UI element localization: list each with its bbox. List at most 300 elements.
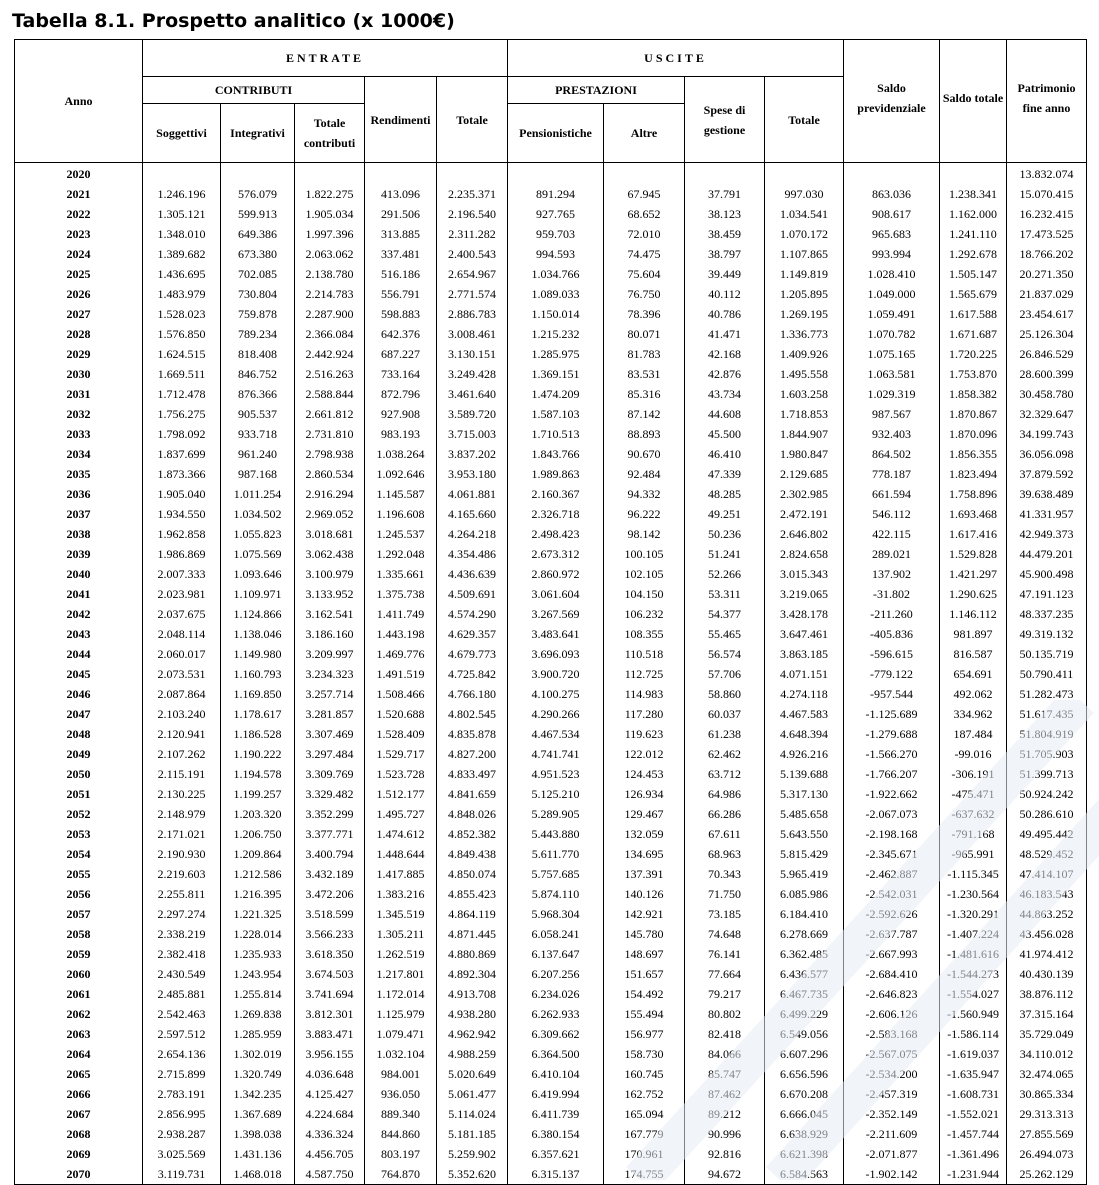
value-cell: 108.355 [604,624,685,644]
value-cell: -1.552.021 [940,1104,1007,1124]
header-uscite: USCITE [508,40,844,77]
value-cell: 3.162.541 [295,604,365,624]
value-cell: 4.766.180 [437,684,508,704]
prospetto-table [14,39,1087,1185]
table-row [15,464,1087,484]
value-cell: 4.855.423 [437,884,508,904]
value-cell: -2.534.200 [844,1064,940,1084]
value-cell: 38.797 [685,244,765,264]
value-cell: 2.338.219 [143,924,221,944]
value-cell: 36.056.098 [1007,444,1087,464]
value-cell: 3.518.599 [295,904,365,924]
year-cell: 2053 [15,824,143,844]
value-cell: 5.965.419 [765,864,844,884]
value-cell: 4.574.290 [437,604,508,624]
value-cell: 68.652 [604,204,685,224]
value-cell: 48.285 [685,484,765,504]
value-cell: 110.518 [604,644,685,664]
table-row [15,764,1087,784]
value-cell: 75.604 [604,264,685,284]
year-cell: 2041 [15,584,143,604]
value-cell: 167.779 [604,1124,685,1144]
value-cell: 49.251 [685,504,765,524]
value-cell: 45.500 [685,424,765,444]
value-cell: 759.878 [221,304,295,324]
header-spese-gestione: Spese di gestione [685,77,765,163]
value-cell: 3.472.206 [295,884,365,904]
value-cell: 2.214.783 [295,284,365,304]
value-cell: 1.034.766 [508,264,604,284]
value-cell: 3.018.681 [295,524,365,544]
value-cell: 1.669.511 [143,364,221,384]
year-cell: 2057 [15,904,143,924]
value-cell: 54.377 [685,604,765,624]
value-cell: 1.285.959 [221,1024,295,1044]
value-cell: 50.790.411 [1007,664,1087,684]
value-cell: 3.674.503 [295,964,365,984]
value-cell: 1.512.177 [365,784,437,804]
value-cell: -1.481.616 [940,944,1007,964]
value-cell: 863.036 [844,184,940,204]
value-cell: -1.544.273 [940,964,1007,984]
value-cell: -2.345.671 [844,844,940,864]
value-cell: -2.211.609 [844,1124,940,1144]
value-cell: 83.531 [604,364,685,384]
value-cell: 126.934 [604,784,685,804]
value-cell: -2.583.168 [844,1024,940,1044]
value-cell: 556.791 [365,284,437,304]
value-cell: 85.747 [685,1064,765,1084]
value-cell: -1.922.662 [844,784,940,804]
header-saldo-totale: Saldo totale [940,40,1007,163]
value-cell: 92.484 [604,464,685,484]
value-cell: 90.670 [604,444,685,464]
value-cell: 2.485.881 [143,984,221,1004]
value-cell: 4.509.691 [437,584,508,604]
value-cell: 76.141 [685,944,765,964]
table-row [15,564,1087,584]
value-cell: 160.745 [604,1064,685,1084]
value-cell: -2.462.887 [844,864,940,884]
value-cell: 516.186 [365,264,437,284]
value-cell: 104.150 [604,584,685,604]
value-cell: 492.062 [940,684,1007,704]
year-cell: 2032 [15,404,143,424]
value-cell: 3.130.151 [437,344,508,364]
value-cell: 1.411.749 [365,604,437,624]
value-cell: 1.753.870 [940,364,1007,384]
value-cell: 47.191.123 [1007,584,1087,604]
value-cell: 872.796 [365,384,437,404]
value-cell: 3.956.155 [295,1044,365,1064]
value-cell: 3.647.461 [765,624,844,644]
value-cell: 2.115.191 [143,764,221,784]
value-cell: 40.112 [685,284,765,304]
value-cell: 5.125.210 [508,784,604,804]
header-soggettivi: Soggettivi [143,104,221,163]
value-cell: 1.505.147 [940,264,1007,284]
value-cell: 764.870 [365,1164,437,1185]
value-cell: 151.657 [604,964,685,984]
value-cell: 422.115 [844,524,940,544]
value-cell: 1.186.528 [221,724,295,744]
value-cell: 1.089.033 [508,284,604,304]
value-cell: 1.336.773 [765,324,844,344]
value-cell: 1.718.853 [765,404,844,424]
year-cell: 2056 [15,884,143,904]
value-cell: 927.908 [365,404,437,424]
value-cell: 1.934.550 [143,504,221,524]
value-cell: 2.824.658 [765,544,844,564]
value-cell: 6.137.647 [508,944,604,964]
value-cell: 102.105 [604,564,685,584]
value-cell: 1.389.682 [143,244,221,264]
value-cell: 5.757.685 [508,864,604,884]
value-cell: 702.085 [221,264,295,284]
value-cell: 3.133.952 [295,584,365,604]
table-row [15,864,1087,884]
value-cell: 1.843.766 [508,444,604,464]
year-cell: 2020 [15,163,143,185]
value-cell: 5.611.770 [508,844,604,864]
value-cell: 6.656.596 [765,1064,844,1084]
value-cell: 1.190.222 [221,744,295,764]
value-cell: 2.969.052 [295,504,365,524]
value-cell: 155.494 [604,1004,685,1024]
value-cell: 46.410 [685,444,765,464]
value-cell: 81.783 [604,344,685,364]
table-row [15,284,1087,304]
value-cell: 864.502 [844,444,940,464]
value-cell: 3.483.641 [508,624,604,644]
value-cell: 1.269.838 [221,1004,295,1024]
value-cell: 4.951.523 [508,764,604,784]
value-cell: 6.184.410 [765,904,844,924]
value-cell: -2.667.993 [844,944,940,964]
value-cell: 1.348.010 [143,224,221,244]
value-cell: 1.059.491 [844,304,940,324]
value-cell: 1.398.038 [221,1124,295,1144]
value-cell: 5.114.024 [437,1104,508,1124]
value-cell: 2.382.418 [143,944,221,964]
value-cell: -637.632 [940,804,1007,824]
table-row [15,704,1087,724]
value-cell: 598.883 [365,304,437,324]
value-cell: 6.234.026 [508,984,604,1004]
value-cell: 1.262.519 [365,944,437,964]
value-cell: 1.215.232 [508,324,604,344]
value-cell: -2.606.126 [844,1004,940,1024]
value-cell: 94.672 [685,1164,765,1185]
table-row [15,324,1087,344]
value-cell: 2.120.941 [143,724,221,744]
value-cell: 51.241 [685,544,765,564]
value-cell [765,163,844,185]
value-cell: 4.871.445 [437,924,508,944]
table-body [15,163,1087,1185]
value-cell: 50.286.610 [1007,804,1087,824]
value-cell: 844.860 [365,1124,437,1144]
value-cell: 4.629.357 [437,624,508,644]
value-cell: 46.183.543 [1007,884,1087,904]
value-cell: 53.311 [685,584,765,604]
value-cell: 1.292.678 [940,244,1007,264]
value-cell: 1.125.979 [365,1004,437,1024]
value-cell: 30.865.334 [1007,1084,1087,1104]
value-cell: -1.766.207 [844,764,940,784]
value-cell: 3.883.471 [295,1024,365,1044]
value-cell: -306.191 [940,764,1007,784]
value-cell: 165.094 [604,1104,685,1124]
value-cell: 933.718 [221,424,295,444]
value-cell: 4.926.216 [765,744,844,764]
value-cell: 29.313.313 [1007,1104,1087,1124]
value-cell: 92.816 [685,1144,765,1164]
value-cell: 1.028.410 [844,264,940,284]
value-cell: 4.354.486 [437,544,508,564]
year-cell: 2068 [15,1124,143,1144]
year-cell: 2034 [15,444,143,464]
value-cell: 30.458.780 [1007,384,1087,404]
value-cell: 1.844.907 [765,424,844,444]
value-cell: 4.436.639 [437,564,508,584]
value-cell: 1.241.110 [940,224,1007,244]
value-cell: 45.900.498 [1007,564,1087,584]
year-cell: 2038 [15,524,143,544]
value-cell: 2.103.240 [143,704,221,724]
value-cell: 1.092.646 [365,464,437,484]
value-cell: 5.259.902 [437,1144,508,1164]
table-row [15,444,1087,464]
value-cell: 984.001 [365,1064,437,1084]
value-cell: 1.823.494 [940,464,1007,484]
value-cell: 818.408 [221,344,295,364]
value-cell: 4.962.942 [437,1024,508,1044]
value-cell: 1.070.172 [765,224,844,244]
value-cell: 965.683 [844,224,940,244]
table-row [15,744,1087,764]
value-cell: 6.058.241 [508,924,604,944]
value-cell: 1.269.195 [765,304,844,324]
value-cell: 79.217 [685,984,765,1004]
year-cell: 2037 [15,504,143,524]
value-cell: 162.752 [604,1084,685,1104]
value-cell: 71.750 [685,884,765,904]
value-cell: 55.465 [685,624,765,644]
value-cell: 2.326.718 [508,504,604,524]
value-cell: 67.945 [604,184,685,204]
value-cell: 1.671.687 [940,324,1007,344]
value-cell: 4.165.660 [437,504,508,524]
value-cell: 4.467.583 [765,704,844,724]
value-cell: 47.414.107 [1007,864,1087,884]
value-cell: 961.240 [221,444,295,464]
value-cell: 5.020.649 [437,1064,508,1084]
value-cell: 1.565.679 [940,284,1007,304]
value-cell: 1.079.471 [365,1024,437,1044]
year-cell: 2049 [15,744,143,764]
value-cell: 1.448.644 [365,844,437,864]
value-cell: 1.107.865 [765,244,844,264]
value-cell: 4.938.280 [437,1004,508,1024]
value-cell: 2.783.191 [143,1084,221,1104]
value-cell: 3.297.484 [295,744,365,764]
value-cell: 1.474.612 [365,824,437,844]
value-cell: 4.679.773 [437,644,508,664]
value-cell: 1.693.468 [940,504,1007,524]
value-cell: 3.432.189 [295,864,365,884]
value-cell: 3.281.857 [295,704,365,724]
value-cell: -1.125.689 [844,704,940,724]
table-row [15,484,1087,504]
value-cell: 905.537 [221,404,295,424]
value-cell: 18.766.202 [1007,244,1087,264]
value-cell: 158.730 [604,1044,685,1064]
year-cell: 2029 [15,344,143,364]
value-cell: 20.271.350 [1007,264,1087,284]
value-cell: 959.703 [508,224,604,244]
value-cell: 4.741.741 [508,744,604,764]
value-cell: 3.219.065 [765,584,844,604]
table-row [15,644,1087,664]
value-cell: 1.055.823 [221,524,295,544]
year-cell: 2022 [15,204,143,224]
value-cell: 187.484 [940,724,1007,744]
value-cell: 1.145.587 [365,484,437,504]
value-cell: 2.654.136 [143,1044,221,1064]
value-cell: 26.494.073 [1007,1144,1087,1164]
value-cell: -1.608.731 [940,1084,1007,1104]
value-cell [508,163,604,185]
value-cell: 50.135.719 [1007,644,1087,664]
value-cell: 1.905.040 [143,484,221,504]
value-cell: 100.105 [604,544,685,564]
value-cell: 4.827.200 [437,744,508,764]
value-cell: 1.383.216 [365,884,437,904]
value-cell: 1.468.018 [221,1164,295,1185]
value-cell: 1.528.409 [365,724,437,744]
value-cell: 3.267.569 [508,604,604,624]
value-cell: 2.235.371 [437,184,508,204]
table-row [15,224,1087,244]
value-cell: 599.913 [221,204,295,224]
value-cell: 1.491.519 [365,664,437,684]
value-cell: 2.063.062 [295,244,365,264]
value-cell: -1.902.142 [844,1164,940,1185]
value-cell [437,163,508,185]
value-cell: 2.023.981 [143,584,221,604]
value-cell: 4.264.218 [437,524,508,544]
value-cell: 43.456.028 [1007,924,1087,944]
value-cell: 6.410.104 [508,1064,604,1084]
table-row [15,904,1087,924]
value-cell: 3.061.604 [508,584,604,604]
value-cell: -1.407.224 [940,924,1007,944]
value-cell: 3.566.233 [295,924,365,944]
value-cell [604,163,685,185]
value-cell: 576.079 [221,184,295,204]
value-cell: 74.475 [604,244,685,264]
value-cell: 1.417.885 [365,864,437,884]
value-cell: 6.362.485 [765,944,844,964]
value-cell: 154.492 [604,984,685,1004]
value-cell: 106.232 [604,604,685,624]
value-cell: 1.856.355 [940,444,1007,464]
value-cell: 1.124.866 [221,604,295,624]
value-cell: 1.369.151 [508,364,604,384]
value-cell: -2.567.075 [844,1044,940,1064]
value-cell: 94.332 [604,484,685,504]
value-cell: -2.067.073 [844,804,940,824]
value-cell: 1.367.689 [221,1104,295,1124]
value-cell: 2.196.540 [437,204,508,224]
value-cell: -2.198.168 [844,824,940,844]
table-row [15,1164,1087,1185]
value-cell: 4.833.497 [437,764,508,784]
value-cell: 1.529.717 [365,744,437,764]
value-cell: 1.858.382 [940,384,1007,404]
year-cell: 2047 [15,704,143,724]
value-cell: 80.071 [604,324,685,344]
value-cell: 6.607.296 [765,1044,844,1064]
value-cell: 73.185 [685,904,765,924]
value-cell: 1.320.749 [221,1064,295,1084]
value-cell: 27.855.569 [1007,1124,1087,1144]
value-cell: 1.290.625 [940,584,1007,604]
value-cell: 1.049.000 [844,284,940,304]
value-cell: -31.802 [844,584,940,604]
value-cell: -1.619.037 [940,1044,1007,1064]
value-cell: 3.377.771 [295,824,365,844]
value-cell: 4.290.266 [508,704,604,724]
value-cell: 1.305.211 [365,924,437,944]
value-cell: 134.695 [604,844,685,864]
value-cell: 4.892.304 [437,964,508,984]
value-cell: 1.495.727 [365,804,437,824]
value-cell: 89.212 [685,1104,765,1124]
year-cell: 2043 [15,624,143,644]
value-cell: 1.246.196 [143,184,221,204]
value-cell: 876.366 [221,384,295,404]
value-cell: 48.529.452 [1007,844,1087,864]
value-cell: 2.107.262 [143,744,221,764]
value-cell [143,163,221,185]
value-cell: 44.863.252 [1007,904,1087,924]
value-cell: 4.988.259 [437,1044,508,1064]
table-row [15,924,1087,944]
year-cell: 2031 [15,384,143,404]
value-cell: 1.870.867 [940,404,1007,424]
year-cell: 2059 [15,944,143,964]
table-row [15,944,1087,964]
year-cell: 2052 [15,804,143,824]
value-cell: 6.309.662 [508,1024,604,1044]
value-cell: 58.860 [685,684,765,704]
value-cell: 1.962.858 [143,524,221,544]
year-cell: 2028 [15,324,143,344]
value-cell: 70.343 [685,864,765,884]
value-cell: 789.234 [221,324,295,344]
value-cell: 1.212.586 [221,864,295,884]
value-cell: 4.802.545 [437,704,508,724]
value-cell: 137.391 [604,864,685,884]
value-cell: -957.544 [844,684,940,704]
value-cell: 49.319.132 [1007,624,1087,644]
value-cell: 85.316 [604,384,685,404]
value-cell: 3.352.299 [295,804,365,824]
value-cell: 1.986.869 [143,544,221,564]
value-cell: 23.454.617 [1007,304,1087,324]
